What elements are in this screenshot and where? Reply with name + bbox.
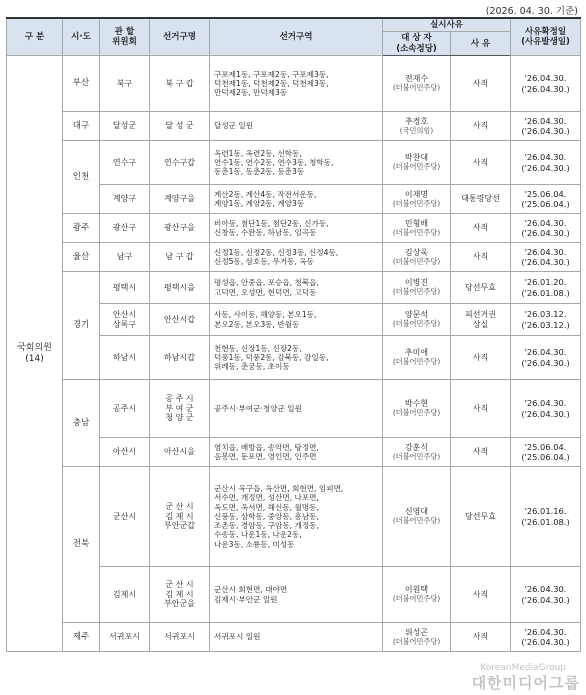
reason-cell: 사직 (451, 214, 511, 243)
watermark-main: 대한미디어그룹 (471, 674, 580, 692)
district-name-cell: 남 구 갑 (150, 243, 210, 272)
table-row (7, 272, 581, 304)
confirm-date-cell: '25.06.04. ('25.06.04.) (511, 185, 581, 214)
district-area-cell: 염치읍, 배방읍, 송악면, 탕정면, 음봉면, 둔포면, 영인면, 인주면 (210, 438, 383, 467)
target-party: (더불어민주당) (392, 256, 441, 266)
district-name-cell: 공 주 시 부 여 군 청 양 군 (150, 380, 210, 438)
target-cell (383, 272, 451, 304)
committee-cell: 계양구 (100, 185, 150, 214)
reason-cell: 당선무효 (451, 272, 511, 304)
confirm-date-cell: '26.04.30. ('26.04.30.) (511, 243, 581, 272)
table-row (7, 623, 581, 652)
confirm-date-cell: '25.06.04. ('25.06.04.) (511, 438, 581, 467)
committee-cell: 남구 (100, 243, 150, 272)
district-name-cell: 군 산 시 김 제 시 부안군을 (150, 567, 210, 623)
confirm-date-cell: '26.04.30. ('26.04.30.) (511, 380, 581, 438)
target-party: (더불어민주당) (392, 357, 441, 367)
target-party: (더불어민주당) (392, 451, 441, 461)
target-name: 양문석 (404, 310, 429, 320)
committee-cell: 공주시 (100, 380, 150, 438)
target-cell (383, 438, 451, 467)
header-sido: 시·도 (63, 18, 100, 56)
target-name: 위성곤 (404, 627, 429, 637)
target-party: (더불어민주당) (392, 516, 441, 526)
confirm-date-cell: '26.04.30. ('26.04.30.) (511, 112, 581, 141)
category-count: (14) (25, 353, 44, 364)
district-area-cell: 평성읍, 안중읍, 포승읍, 청북읍, 고덕면, 오성면, 현덕면, 고덕동 (210, 272, 383, 304)
district-name-cell: 아산시을 (150, 438, 210, 467)
confirm-date-cell: '26.01.16. ('26.01.08.) (511, 467, 581, 567)
target-name: 이원택 (404, 585, 429, 595)
committee-cell: 아산시 (100, 438, 150, 467)
reason-cell: 피선거권 상실 (451, 304, 511, 336)
table-row (7, 214, 581, 243)
target-party: (더불어민주당) (392, 198, 441, 208)
committee-cell: 군산시 (100, 467, 150, 567)
table-row (7, 243, 581, 272)
district-area-cell: 비아동, 첨단1동, 첨단2동, 신가동, 신창동, 수완동, 하남동, 임곡동 (210, 214, 383, 243)
confirm-date-cell: '26.04.30. ('26.04.30.) (511, 623, 581, 652)
committee-cell: 서귀포시 (100, 623, 150, 652)
district-area-cell: 계산2동, 계산4동, 작전서운동, 계양1동, 계양2동, 계양3동 (210, 185, 383, 214)
target-party: (더불어민주당) (392, 287, 441, 297)
district-name-cell: 북 구 갑 (150, 56, 210, 112)
header-confirm-date: 사유확정일 (사유발생일) (511, 18, 581, 56)
watermark-sub: KoreanMediaGroup (480, 663, 566, 673)
target-name: 전재수 (404, 74, 429, 84)
committee-cell: 하남시 (100, 336, 150, 380)
reason-cell: 사직 (451, 112, 511, 141)
target-cell (383, 185, 451, 214)
table-row (7, 141, 581, 185)
target-party: (더불어민주당) (392, 162, 441, 172)
district-area-cell: 군산시 회현면, 대야면 김제시·부안군 일원 (210, 567, 383, 623)
reason-cell: 사직 (451, 56, 511, 112)
target-party: (더불어민주당) (392, 227, 441, 237)
by-election-table (6, 17, 581, 652)
header-target: 대 상 자 (소속정당) (383, 32, 451, 56)
reason-cell: 사직 (451, 243, 511, 272)
target-name: 추미애 (404, 348, 429, 358)
target-party: (더불어민주당) (392, 319, 441, 329)
committee-cell: 북구 (100, 56, 150, 112)
category-name: 국회의원 (17, 342, 52, 353)
target-name: 추경호 (404, 116, 429, 126)
table-row (7, 380, 581, 438)
district-area-cell: 사동, 사이동, 해양동, 본오1동, 본오2동, 본오3동, 반월동 (210, 304, 383, 336)
target-name: 이재명 (404, 189, 429, 199)
district-name-cell: 계양구을 (150, 185, 210, 214)
table-row (7, 112, 581, 141)
confirm-date-cell: '26.04.30. ('26.04.30.) (511, 567, 581, 623)
header-category: 구 분 (7, 18, 63, 56)
table-row (7, 467, 581, 567)
confirm-date-cell: '26.04.30. ('26.04.30.) (511, 214, 581, 243)
target-name: 신영대 (404, 507, 429, 517)
target-name: 박찬대 (404, 153, 429, 163)
sido-cell: 전북 (63, 467, 100, 623)
confirm-date-cell: '26.04.30. ('26.04.30.) (511, 336, 581, 380)
district-name-cell: 달 성 군 (150, 112, 210, 141)
sido-cell: 울산 (63, 243, 100, 272)
target-name: 민형배 (404, 218, 429, 228)
sido-cell: 제주 (63, 623, 100, 652)
target-cell (383, 623, 451, 652)
reason-cell: 사직 (451, 438, 511, 467)
committee-cell: 안산시 상록구 (100, 304, 150, 336)
target-cell (383, 467, 451, 567)
reason-cell: 사직 (451, 141, 511, 185)
target-name: 강훈식 (404, 442, 429, 452)
target-name: 박수현 (404, 399, 429, 409)
committee-cell: 달성군 (100, 112, 150, 141)
sido-cell: 광주 (63, 214, 100, 243)
district-area-cell: 공주시·부여군·청양군 일원 (210, 380, 383, 438)
confirm-date-cell: '26.04.30. ('26.04.30.) (511, 141, 581, 185)
reason-cell: 사직 (451, 380, 511, 438)
target-party: (더불어민주당) (392, 636, 441, 646)
district-name-cell: 평택시을 (150, 272, 210, 304)
district-name-cell: 광산구을 (150, 214, 210, 243)
district-area-cell: 서귀포시 일원 (210, 623, 383, 652)
committee-cell: 연수구 (100, 141, 150, 185)
target-cell (383, 141, 451, 185)
header-reason-group: 실시사유 (383, 18, 511, 32)
committee-cell: 김제시 (100, 567, 150, 623)
header-district-area: 선거구역 (210, 18, 383, 56)
district-area-cell: 신정1동, 신정2동, 신정3동, 신정4동, 신정5동, 삼호동, 무거동, 옥동 (210, 243, 383, 272)
target-party: (더불어민주당) (392, 408, 441, 418)
district-name-cell: 군 산 시 김 제 시 부안군갑 (150, 467, 210, 567)
district-area-cell: 옥련1동, 옥련2동, 선학동, 연수1동, 연수2동, 연수3동, 청학동, 동춘1동, 동춘2동, 동춘3동 (210, 141, 383, 185)
target-party: (국민의힘) (399, 125, 434, 135)
district-area-cell: 달성군 일원 (210, 112, 383, 141)
target-name: 김상욱 (404, 247, 429, 257)
target-cell (383, 214, 451, 243)
header-committee: 관 할 위원회 (100, 18, 150, 56)
district-name-cell: 안산시갑 (150, 304, 210, 336)
target-cell (383, 112, 451, 141)
target-name: 이병진 (404, 278, 429, 288)
target-cell (383, 336, 451, 380)
committee-cell: 광산구 (100, 214, 150, 243)
district-name-cell: 연수구갑 (150, 141, 210, 185)
reason-cell: 사직 (451, 336, 511, 380)
table-row (7, 56, 581, 112)
sido-cell: 부산 (63, 56, 100, 112)
committee-cell: 평택시 (100, 272, 150, 304)
target-party: (더불어민주당) (392, 594, 441, 604)
header-reason: 사 유 (451, 32, 511, 56)
target-cell (383, 56, 451, 112)
header-district-name: 선거구명 (150, 18, 210, 56)
sido-cell: 대구 (63, 112, 100, 141)
sido-cell: 충남 (63, 380, 100, 467)
target-cell (383, 567, 451, 623)
reason-cell: 사직 (451, 623, 511, 652)
reason-cell: 사직 (451, 567, 511, 623)
reason-cell: 당선무효 (451, 467, 511, 567)
district-area-cell: 천현동, 신장1동, 신장2동, 덕풍1동, 덕풍2동, 감북동, 감일동, 위례동, 춘궁동, 초이동 (210, 336, 383, 380)
district-area-cell: 구포제1동, 구포제2동, 구포제3동, 덕천제1동, 덕천제2동, 덕천제3동, 만덕제2동, 만덕제3동 (210, 56, 383, 112)
reason-cell: 대통령당선 (451, 185, 511, 214)
confirm-date-cell: '26.04.30. ('26.04.30.) (511, 56, 581, 112)
target-cell (383, 243, 451, 272)
sido-cell: 인천 (63, 141, 100, 214)
target-cell (383, 304, 451, 336)
sido-cell: 경기 (63, 272, 100, 380)
district-area-cell: 군산시 옥구읍, 옥산면, 회현면, 임피면, 서수면, 개정면, 성산면, 나포면, 옥도면, 옥서면, 해신동, 월명동, 신풍동, 삼학동, 중앙동, 흥남동, 조촌동, 경암동, 구암동, 개정동, 수송동, 나운1동, 나운2동, 나운3동, 소룡동, 미성동 (210, 467, 383, 567)
target-cell (383, 380, 451, 438)
category-cell (7, 56, 63, 652)
confirm-date-cell: '26.03.12. ('26.03.12.) (511, 304, 581, 336)
district-name-cell: 하남시갑 (150, 336, 210, 380)
target-party: (더불어민주당) (392, 83, 441, 93)
confirm-date-cell: '26.01.20. ('26.01.08.) (511, 272, 581, 304)
reference-date: (2026. 04. 30. 기준) (485, 6, 578, 17)
district-name-cell: 서귀포시 (150, 623, 210, 652)
